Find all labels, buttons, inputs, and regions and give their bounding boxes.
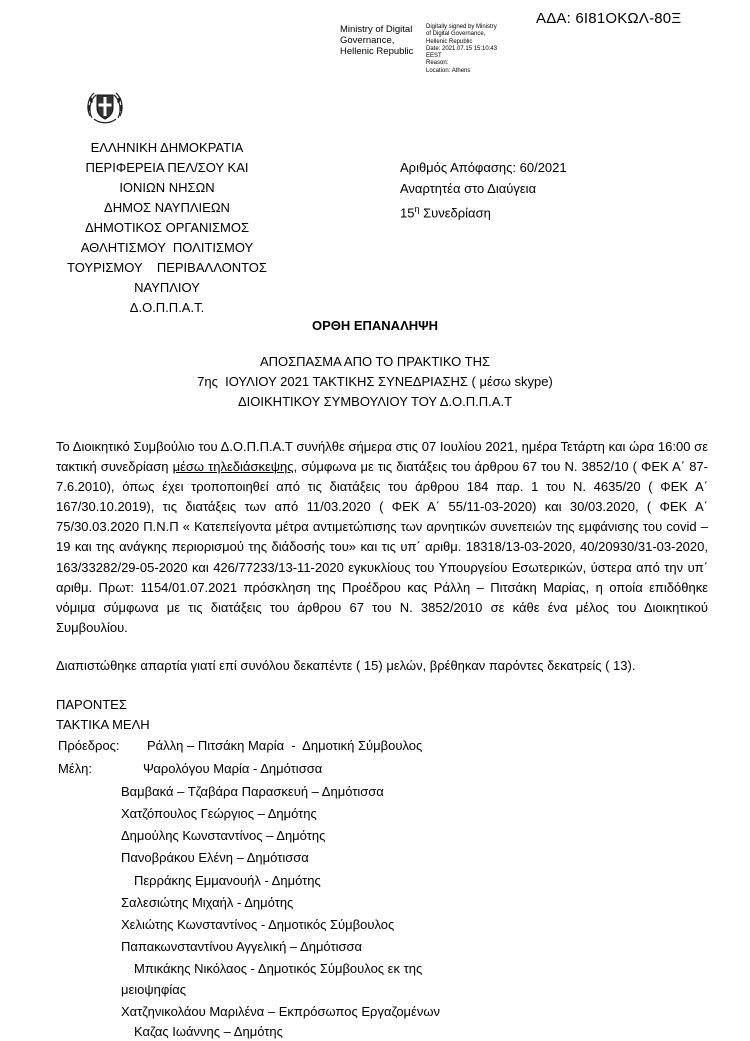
signature-details [426, 24, 497, 75]
issuer-block [52, 138, 282, 318]
issuer-line: ΙΟΝΙΩΝ ΝΗΣΩΝ [119, 180, 215, 195]
member-row: Ψαρολόγου Μαρία - Δημότισσα [143, 761, 323, 776]
member-row: Βαμβακά – Τζαβάρα Παρασκευή – Δημότισσα [121, 784, 384, 799]
session-sup: η [414, 204, 420, 214]
signature-name [340, 24, 424, 57]
signature-detail-line: Reason: [426, 60, 449, 67]
member-row: Καζας Ιωάννης – Δημότης [134, 1024, 283, 1039]
body-paragraph-text [56, 437, 708, 638]
regular-members-title: ΤΑΚΤΙΚΑ ΜΕΛΗ [56, 717, 150, 732]
greek-coat-of-arms-icon [84, 86, 126, 128]
signature-detail-line: EEST [426, 53, 442, 60]
member-row: Περράκης Εμμανουήλ - Δημότης [134, 873, 321, 888]
signature-name-line: Hellenic Republic [340, 46, 414, 57]
body-text-part: Το Διοικητικό Συμβούλιο του Δ.Ο.Π.Π.Α.Τ συνήλθε σήμερα στις 07 Ιουλίου 2021, ημέρα Τετάρτη και ώρα 16:00 σε τακτική συνεδρίαση [56, 439, 708, 475]
member-row: Παπακωνσταντίνου Αγγελική – Δημότισσα [121, 939, 363, 954]
president-name: Ράλλη – Πιτσάκη Μαρία - Δημοτική Σύμβουλος [147, 738, 423, 753]
decision-info [400, 158, 567, 224]
decision-number: Αριθμός Απόφασης: 60/2021 [400, 160, 567, 175]
president-label: Πρόεδρος: [58, 738, 120, 753]
member-row: Σαλεσιώτης Μιχαήλ - Δημότης [121, 895, 294, 910]
member-row: Χατζηνικολάου Μαριλένα – Εκπρόσωπος Εργαζομένων [121, 1004, 440, 1019]
issuer-line: ΕΛΛΗΝΙΚΗ ΔΗΜΟΚΡΑΤΙΑ [90, 140, 244, 155]
signature-detail-line: Location: Athens [426, 67, 471, 74]
body-text-part: σύμφωνα με τις διατάξεις του άρθρου 67 του Ν. 3852/10 ( ΦΕΚ Α΄ 87-7.6.2010), όπως έχει τροποποιηθεί από τις διατάξεις του άρθρου 184 παρ. 1 του Ν. 4635/20 ( ΦΕΚ Α΄ 167/30.10.2019), τις διατάξεις των από 11/03.2020 ( ΦΕΚ Α΄ 55/11-03-2020) και 30/03.2020, ( ΦΕΚ Α΄ 75/30.03.2020 Π.Ν.Π « Κατεπείγοντα μέτρα αντιμετώπισης των αρνητικών συνεπειών της εμφάνισης του covid – 19 και της ανάγκης περιορισμού της διάδοσής του» και τις υπ΄ αριθμ. 18318/13-03-2020, 40/20930/31-03-2020, 163/33282/29-05-2020 και 426/77233/13-11-2020 εγκυκλίους του Υπουργείου Εσωτερικών, ύστερα από την υπ΄ αριθμ. Πρωτ: 1154/01.07.2021 πρόσκληση της Προέδρου κας Ράλλη – Πιτσάκη Μαρίας, η οποία επιδόθηκε νόμιμα σύμφωνα με τις διατάξεις του άρθρου 67 του Ν. 3852/2010 σε κάθε ένα μέλος του Διοικητικού Συμβουλίου. [56, 459, 708, 635]
member-row: Χελιώτης Κωνσταντίνος - Δημοτικός Σύμβουλος [121, 917, 395, 932]
correction-title: ΟΡΘΗ ΕΠΑΝΑΛΗΨΗ [311, 318, 439, 333]
body-text-underlined: μέσω τηλεδιάσκεψης, [172, 459, 298, 475]
session-word: Συνεδρίαση [419, 205, 491, 221]
signature-name-line: Governance, [340, 35, 395, 46]
digital-signature [340, 24, 497, 75]
issuer-line: ΝΑΥΠΛΙΟΥ [134, 280, 200, 295]
signature-detail-line: of Digital Governance, [426, 31, 486, 38]
signature-name-line: Ministry of Digital [340, 24, 413, 35]
session-number [400, 199, 567, 224]
issuer-line: Δ.Ο.Π.Π.Α.Τ. [129, 300, 205, 315]
signature-detail-line: Hellenic Republic [426, 38, 473, 45]
members-label: Μέλη: [58, 761, 92, 776]
posting-note: Αναρτητέα στο Διαύγεια [400, 180, 537, 196]
session-num: 15 [400, 205, 415, 221]
signature-detail-line: Date: 2021.07.15 15:10:43 [426, 45, 498, 52]
member-row: μειοψηφίας [121, 982, 186, 997]
issuer-line: ΔΗΜΟΣ ΝΑΥΠΛΙΕΩΝ [104, 200, 230, 215]
member-row: Χατζόπουλος Γεώργιος – Δημότης [121, 806, 317, 821]
issuer-line: ΔΗΜΟΤΙΚΟΣ ΟΡΓΑΝΙΣΜΟΣ [84, 220, 250, 235]
issuer-line: ΑΘΛΗΤΙΣΜΟΥ ΠΟΛΙΤΙΣΜΟΥ [80, 240, 254, 255]
heading-line: ΑΠΟΣΠΑΣΜΑ ΑΠΟ ΤΟ ΠΡΑΚΤΙΚΟ ΤΗΣ [259, 354, 491, 369]
body-paragraph [56, 437, 708, 638]
ada-code: ΑΔΑ: 6Ι81ΟΚΩΛ-80Ξ [536, 10, 682, 27]
issuer-line: ΤΟΥΡΙΣΜΟΥ ΠΕΡΙΒΑΛΛΟΝΤΟΣ [67, 260, 267, 275]
issuer-line: ΠΕΡΙΦΕΡΕΙΑ ΠΕΛ/ΣΟΥ ΚΑΙ [85, 160, 249, 175]
quorum-statement: Διαπιστώθηκε απαρτία γιατί επί συνόλου δεκαπέντε ( 15) μελών, βρέθηκαν παρόντες δεκατρείς ( 13). [56, 658, 636, 673]
document-heading [0, 352, 750, 412]
member-row: Μπικάκης Νικόλαος - Δημοτικός Σύμβουλος εκ της [134, 961, 423, 976]
present-title: ΠΑΡΟΝΤΕΣ [56, 697, 127, 712]
signature-detail-line: Digitally signed by Ministry [426, 24, 497, 30]
member-row: Δημούλης Κωνσταντίνος – Δημότης [121, 828, 326, 843]
heading-line: 7ης ΙΟΥΛΙΟΥ 2021 ΤΑΚΤΙΚΗΣ ΣΥΝΕΔΡΙΑΣΗΣ ( μέσω skype) [197, 374, 553, 389]
heading-line: ΔΙΟΙΚΗΤΙΚΟΥ ΣΥΜΒΟΥΛΙΟΥ ΤΟΥ Δ.Ο.Π.Π.Α.Τ [237, 394, 513, 409]
member-row: Πανοβράκου Ελένη – Δημότισσα [121, 850, 309, 865]
